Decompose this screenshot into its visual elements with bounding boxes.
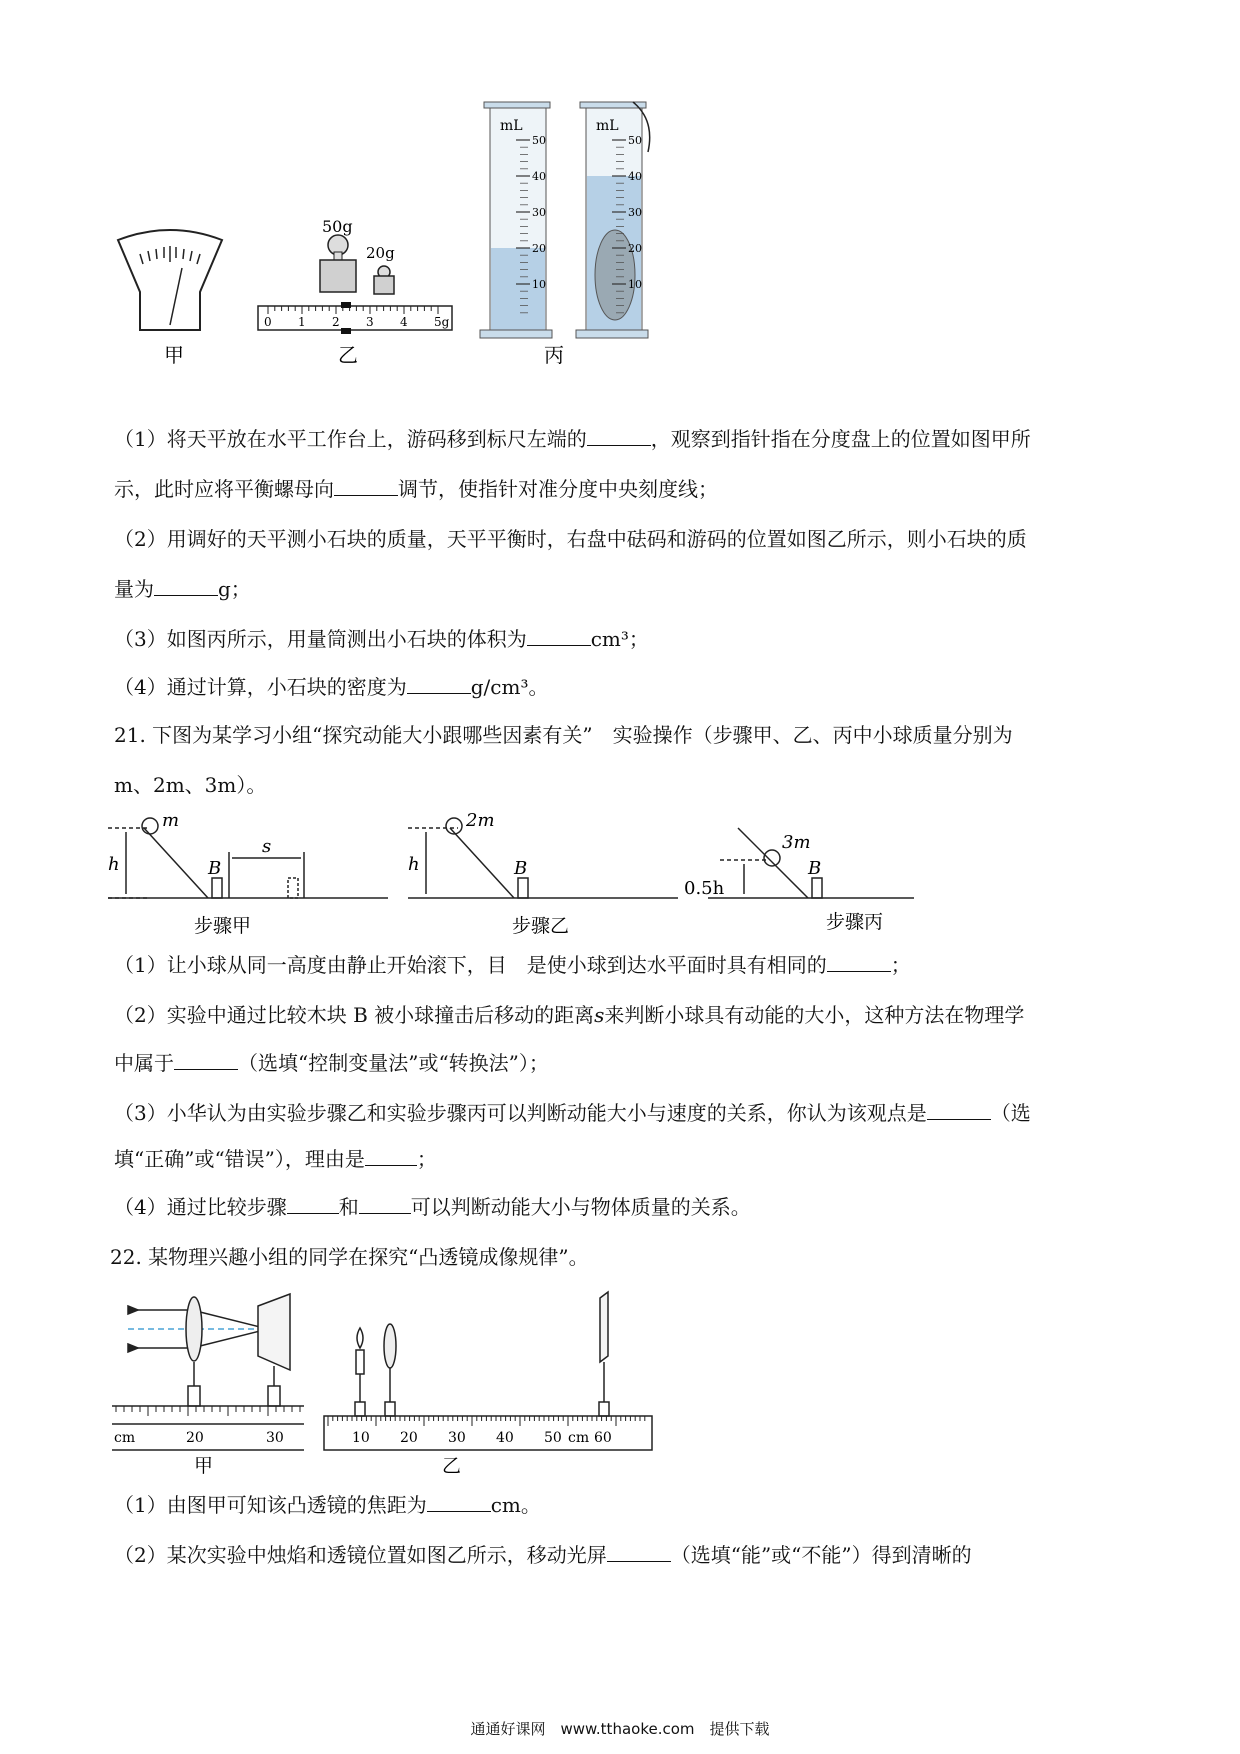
balance-dial — [118, 230, 222, 330]
figure-20 — [100, 100, 760, 380]
blank[interactable] — [407, 675, 471, 694]
q21-part3-line1: （3）小华认为由实验步骤乙和实验步骤丙可以判断动能大小与速度的关系，你认为该观点是 （选 — [114, 1101, 1031, 1125]
label-05h: 0.5h — [684, 878, 725, 899]
blank[interactable] — [365, 1147, 417, 1166]
blank[interactable] — [527, 627, 591, 646]
ruler-tick-label: 3 — [366, 315, 374, 329]
ruler-yi-40: 40 — [496, 1430, 514, 1446]
cylinder-tick-label: 50 — [532, 134, 546, 147]
weight-20g — [374, 266, 394, 294]
q20-part2-line1: （2）用调好的天平测小石块的质量，天平平衡时，右盘中砝码和游码的位置如图乙所示，则小石块的质 — [114, 527, 1027, 551]
cylinder-tick-label: 50 — [628, 134, 642, 147]
cylinder-tick-label: 20 — [532, 242, 546, 255]
q20-part1-line2: 示，此时应将平衡螺母向 调节，使指针对准分度中央刻度线； — [114, 477, 718, 501]
q21-part2-line2: 中属于 （选填“控制变量法”或“转换法”）； — [114, 1051, 549, 1075]
caption-bing: 丙 — [544, 343, 564, 367]
ruler-jia-20: 20 — [186, 1430, 204, 1446]
figure-21 — [108, 812, 928, 942]
figure-22 — [108, 1290, 668, 1480]
cylinder-tick-label: 20 — [628, 242, 642, 255]
ruler-jia-30: 30 — [266, 1430, 284, 1446]
page-footer: 通通好课网 www.tthaoke.com 提供下载 — [470, 1720, 770, 1738]
cylinder-unit-label: mL — [596, 118, 619, 134]
ruler-tick-label: 5g — [434, 315, 450, 329]
blank[interactable] — [827, 953, 891, 972]
label-s: s — [262, 836, 272, 857]
q21-part3-line2: 填“正确”或“错误”），理由是 ； — [114, 1147, 437, 1171]
ruler-yi-20: 20 — [400, 1430, 418, 1446]
q21-title-line2: m、2m、3m）。 — [114, 773, 267, 797]
ruler-tick-label: 0 — [264, 315, 272, 329]
q20-part3: （3）如图丙所示，用量筒测出小石块的体积为 cm³； — [114, 627, 649, 651]
blank[interactable] — [154, 577, 218, 596]
cylinder-tick-label: 10 — [532, 278, 546, 291]
cylinder-unit-label: mL — [500, 118, 523, 134]
label-B-jia: B — [208, 858, 222, 879]
caption-fig22-jia: 甲 — [194, 1455, 214, 1477]
blank[interactable] — [607, 1543, 671, 1562]
blank[interactable] — [287, 1195, 339, 1214]
cylinder-tick-label: 10 — [628, 278, 642, 291]
ruler-yi-50: 50 — [544, 1430, 562, 1446]
ruler-yi-30: 30 — [448, 1430, 466, 1446]
caption-yi: 乙 — [338, 343, 358, 367]
label-B-bing: B — [808, 858, 822, 879]
q21-part4: （4）通过比较步骤 和 可以判断动能大小与物体质量的关系。 — [114, 1195, 751, 1219]
q21-title-line1: 21. 下图为某学习小组“探究动能大小跟哪些因素有关” 实验操作（步骤甲、乙、丙中小球质量分别为 — [114, 723, 1013, 747]
step-yi-caption: 步骤乙 — [512, 915, 570, 937]
ruler-jia-unit: cm — [114, 1430, 136, 1446]
label-m: m — [162, 812, 180, 831]
ruler-yi-10: 10 — [352, 1430, 370, 1446]
weight-50g — [320, 235, 356, 292]
cylinder-tick-label: 30 — [532, 206, 546, 219]
ruler-yi-60: 60 — [594, 1430, 612, 1446]
q22-part1: （1）由图甲可知该凸透镜的焦距为 cm。 — [114, 1493, 541, 1517]
q20-part2-line2: 量为 g； — [114, 577, 251, 601]
q21-part1: （1）让小球从同一高度由静止开始滚下，目 是使小球到达水平面时具有相同的 ； — [114, 953, 911, 977]
ruler-tick-label: 2 — [332, 315, 340, 329]
cylinder-tick-label: 30 — [628, 206, 642, 219]
q22-part2: （2）某次实验中烛焰和透镜位置如图乙所示，移动光屏 （选填“能”或“不能”）得到清晰的 — [114, 1543, 972, 1567]
blank[interactable] — [587, 427, 651, 446]
q21-part2-line1: （2）实验中通过比较木块 B 被小球撞击后移动的距离s来判断小球具有动能的大小，这种方法在物理学 — [114, 1003, 1025, 1027]
caption-jia: 甲 — [164, 343, 184, 367]
cylinder-tick-label: 40 — [628, 170, 642, 183]
ruler-tick-label: 4 — [400, 315, 408, 329]
q20-part1-line1: （1）将天平放在水平工作台上，游码移到标尺左端的 ，观察到指针指在分度盘上的位置如图甲所 — [114, 427, 1031, 451]
blank[interactable] — [334, 477, 398, 496]
q22-title: 22. 某物理兴趣小组的同学在探究“凸透镜成像规律”。 — [110, 1245, 589, 1269]
label-h-yi: h — [408, 854, 420, 875]
step-jia-caption: 步骤甲 — [194, 915, 252, 937]
caption-fig22-yi: 乙 — [442, 1455, 462, 1477]
blank[interactable] — [427, 1493, 491, 1512]
step-bing-caption: 步骤丙 — [826, 911, 884, 933]
blank[interactable] — [927, 1101, 991, 1120]
ruler-tick-label: 1 — [298, 315, 306, 329]
blank[interactable] — [174, 1051, 238, 1070]
label-2m: 2m — [466, 812, 495, 831]
cylinder-tick-label: 40 — [532, 170, 546, 183]
ruler-yi-unit: cm — [568, 1430, 590, 1446]
rider-ruler — [258, 302, 452, 334]
weight-50g-label: 50g — [322, 217, 353, 236]
label-B-yi: B — [514, 858, 528, 879]
label-h-jia: h — [108, 854, 120, 875]
weight-20g-label: 20g — [366, 244, 395, 262]
q20-part4: （4）通过计算，小石块的密度为 g/cm³。 — [114, 675, 549, 699]
label-3m: 3m — [782, 832, 811, 853]
blank[interactable] — [359, 1195, 411, 1214]
